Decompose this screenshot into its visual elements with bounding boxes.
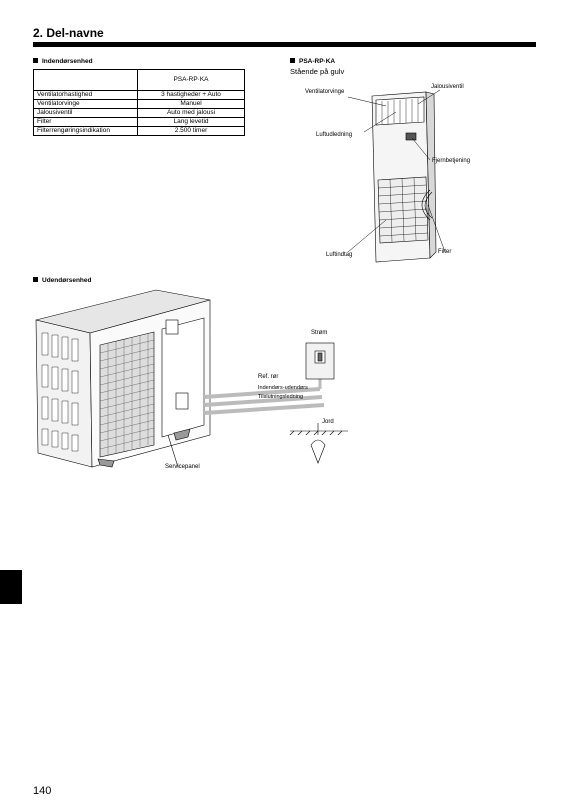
title-rule	[33, 42, 536, 47]
spec-table	[33, 69, 245, 136]
table-cell: Filterrengøringsindikation	[34, 127, 138, 136]
outdoor-heading-text: Udendørsenhed	[42, 277, 92, 284]
table-cell: Filter	[34, 118, 138, 127]
table-header-model: PSA-RP·KA	[138, 70, 245, 91]
table-cell: 2.500 timer	[138, 127, 245, 136]
table-row	[34, 109, 245, 118]
label-jord: Jord	[322, 419, 334, 425]
label-ref-ror: Ref. rør	[258, 374, 279, 380]
table-header-blank	[34, 70, 138, 91]
label-ledning-2: Tilslutningsledning	[258, 394, 304, 400]
diagram1-heading	[290, 58, 335, 65]
table-cell: Ventilatorhastighed	[34, 91, 138, 100]
table-row	[34, 91, 245, 100]
table-cell: Jalousiventil	[34, 109, 138, 118]
table-cell: Lang levetid	[138, 118, 245, 127]
table-cell: Manuel	[138, 100, 245, 109]
indoor-unit-diagram	[290, 80, 530, 270]
label-ventilatorvinge: Ventilatorvinge	[305, 89, 345, 95]
indoor-heading	[33, 58, 93, 65]
table-row	[34, 127, 245, 136]
square-bullet-icon	[33, 58, 38, 63]
label-servicepanel: Servicepanel	[165, 464, 200, 470]
section-tab	[0, 570, 22, 604]
label-fjernbetjening: Fjernbetjening	[432, 158, 471, 164]
page-title: 2. Del-navne	[33, 26, 104, 40]
label-jalousiventil: Jalousiventil	[431, 84, 464, 90]
page-number: 140	[33, 785, 52, 797]
square-bullet-icon	[33, 277, 38, 282]
outdoor-heading	[33, 277, 91, 284]
label-ledning-1: Indendørs-udendørs	[258, 385, 308, 391]
table-cell: Ventilatorvinge	[34, 100, 138, 109]
table-row	[34, 118, 245, 127]
table-header-row	[34, 70, 245, 91]
table-row	[34, 100, 245, 109]
table-cell: 3 hastigheder + Auto	[138, 91, 245, 100]
square-bullet-icon	[290, 58, 295, 63]
label-strom: Strøm	[311, 330, 328, 336]
diagram1-subheading: Stående på gulv	[290, 67, 345, 76]
outdoor-unit-diagram	[28, 285, 368, 485]
diagram1-heading-text: PSA-RP·KA	[299, 58, 336, 65]
table-cell: Auto med jalousi	[138, 109, 245, 118]
label-luftindtag: Luftindtag	[326, 252, 353, 258]
label-filter: Filter	[438, 249, 452, 255]
label-luftudledning: Luftudledning	[316, 132, 353, 138]
indoor-heading-text: Indendørsenhed	[42, 58, 93, 65]
